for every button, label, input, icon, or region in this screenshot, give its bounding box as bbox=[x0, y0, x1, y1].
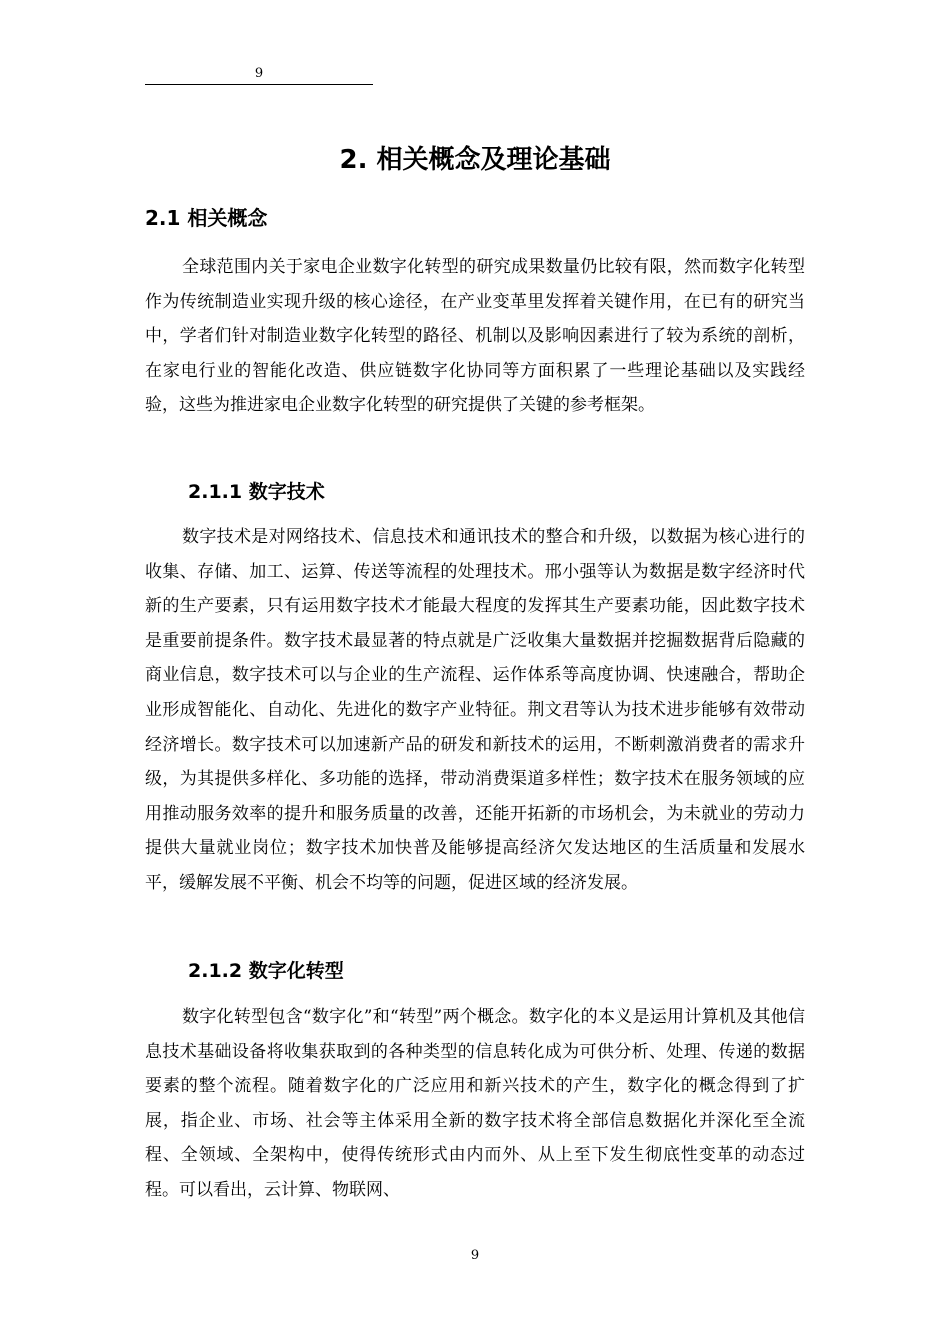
paragraph-2-1-2: 数字化转型包含“数字化”和“转型”两个概念。数字化的本义是运用计算机及其他信息技术基础设备将收集获取到的各种类型的信息转化成为可供分析、处理、传递的数据要素的整个流程。随着数字化的广泛应用和新兴技术的产生，数字化的概念得到了扩展，指企业、市场、社会等主体采用全新的数字技术将全部信息数据化并深化至全流程、全领域、全架构中，使得传统形式由内而外、从上至下发生彻底性变革的动态过程。可以看出，云计算、物联网、 bbox=[145, 1007, 805, 1200]
section-heading-2-1: 2.1 相关概念 bbox=[145, 206, 268, 230]
footer-page-number: 9 bbox=[470, 1248, 480, 1263]
paragraph-2-1: 全球范围内关于家电企业数字化转型的研究成果数量仍比较有限，然而数字化转型作为传统制造业实现升级的核心途径，在产业变革里发挥着关键作用，在已有的研究当中，学者们针对制造业数字化转型的路径、机制以及影响因素进行了较为系统的剖析，在家电行业的智能化改造、供应链数字化协同等方面积累了一些理论基础以及实践经验，这些为推进家电企业数字化转型的研究提供了关键的参考框架。 bbox=[145, 257, 805, 416]
header-page-number: 9 bbox=[145, 64, 373, 85]
section-heading-2-1-1: 2.1.1 数字技术 bbox=[188, 481, 325, 503]
section-heading-2-1-2: 2.1.2 数字化转型 bbox=[188, 960, 344, 982]
chapter-title: 2. 相关概念及理论基础 bbox=[339, 145, 611, 175]
paragraph-2-1-1: 数字技术是对网络技术、信息技术和通讯技术的整合和升级，以数据为核心进行的收集、存储、加工、运算、传送等流程的处理技术。邢小强等认为数据是数字经济时代新的生产要素，只有运用数字技术才能最大程度的发挥其生产要素功能，因此数字技术是重要前提条件。数字技术最显著的特点就是广泛收集大量数据并挖掘数据背后隐藏的商业信息，数字技术可以与企业的生产流程、运作体系等高度协调、快速融合，帮助企业形成智能化、自动化、先进化的数字产业特征。荆文君等认为技术进步能够有效带动经济增长。数字技术可以加速新产品的研发和新技术的运用，不断刺激消费者的需求升级，为其提供多样化、多功能的选择，带动消费渠道多样性；数字技术在服务领域的应用推动服务效率的提升和服务质量的改善，还能开拓新的市场机会，为未就业的劳动力提供大量就业岗位；数字技术加快普及能够提高经济欠发达地区的生活质量和发展水平，缓解发展不平衡、机会不均等的问题，促进区域的经济发展。 bbox=[145, 527, 805, 893]
